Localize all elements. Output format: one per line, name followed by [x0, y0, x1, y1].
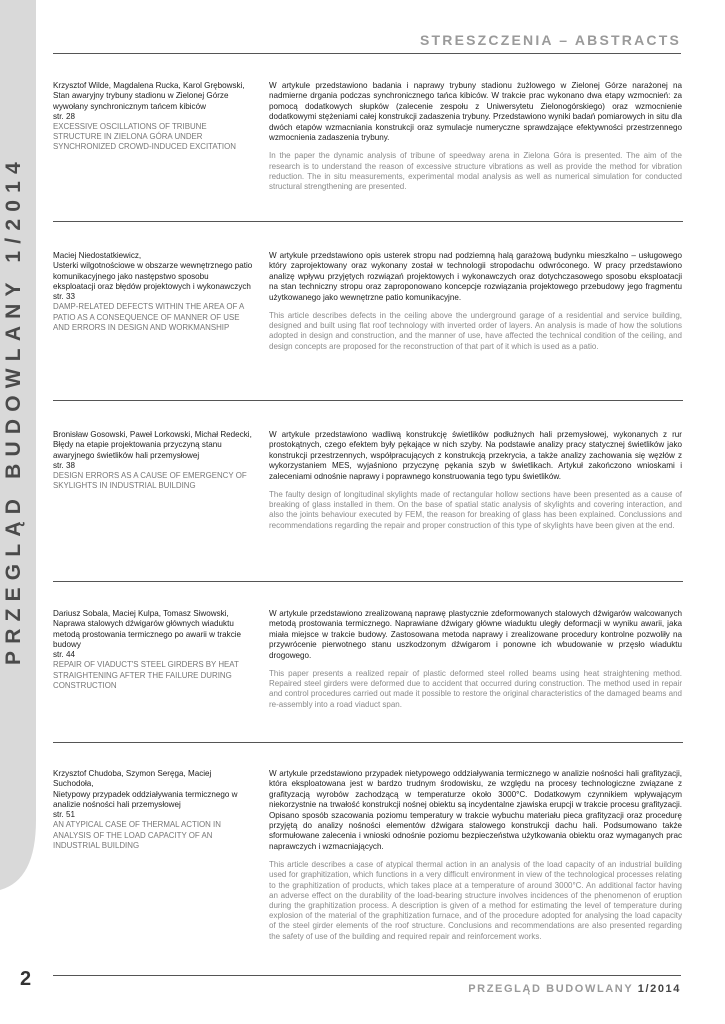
- article-title-pl: Usterki wilgotnościowe w obszarze wewnętrznego patio komunikacyjnego jako następstwo sposobu eksploatacji oraz błędów projektowych i wykonawczych: [53, 261, 253, 291]
- header-divider: [53, 53, 681, 54]
- article-title-pl: Nietypowy przypadek oddziaływania termicznego w analizie nośności hali przemysłowej: [53, 789, 238, 809]
- footer-issue: 1/2014: [637, 983, 681, 995]
- abstract-pl: W artykule przedstawiono przypadek nietypowego oddziaływania termicznego w analizie nośności hali grafityzacji, która eksploatowana jest w bardzo trudnym środowisku, ze względu na procesy technologiczne związane z grafityzacją wyrobów zachodzącą w temperaturze około 3000°C. Dodatkowym czynnikiem wpływającym niekorzystnie na trwałość konstrukcji nośnej obiektu są incydentalne zjawiska erupcji w trakcie procesu grafityzacji. Opisano sposób szacowania poziomu temperatury w trakcie wybuchu materiału pieca grafityzacji oraz procedurę przyjętą do analizy nośności elementów dźwigara stalowego konstrukcji dachu hali. Podsumowano także sformułowane zalecenia i wnioski odnośnie poziomu bezpieczeństwa użytkowania obiektu oraz wymaganych prac naprawczych i wzmacniających.: [269, 769, 682, 851]
- article-page: str. 33: [53, 292, 76, 302]
- page-header-title: STRESZCZENIA – ABSTRACTS: [420, 32, 681, 48]
- article-title-pl: Stan awaryjny trybuny stadionu w Zielonej Górze wywołany synchronicznym tańcem kibiców: [53, 91, 229, 111]
- abstract-en: This article describes a case of atypical thermal action in an analysis of the load capacity of an industrial building used for graphitization, which functions in a very difficult environment in view of the technological processes relating to the graphitization of products, which takes place at a temperature of around 3000°C. An additional factor having an adverse effect on the durability of the load-bearing structure involves incidences of the phenomenon of eruption during the graphitization process. A description is given of a method for estimating the level of temperature during explosion of the material of the graphitization furnace, and of the procedure adopted for analysing the load capacity of the steel girder elements of the roof structure. Conclusions and recommendations are also presented regarding the safety of use of the building and required repair and reinforcement works.: [269, 860, 682, 941]
- article-meta: [53, 430, 253, 491]
- section-divider: [53, 221, 683, 222]
- article-authors: Bronisław Gosowski, Paweł Lorkowski, Michał Redecki,: [53, 430, 252, 439]
- article-abstracts: [269, 769, 682, 942]
- section-divider: [53, 581, 683, 582]
- article-abstracts: [269, 430, 682, 531]
- article-authors: Dariusz Sobala, Maciej Kulpa, Tomasz Siwowski,: [53, 609, 229, 618]
- abstract-pl: W artykule przedstawiono badania i naprawy trybuny stadionu żużlowego w Zielonej Górze narażonej na nadmierne drgania podczas synchronicznego tańca kibiców. W trakcie prac wykonano dwa etapy wzmocnień: za pomocą dodatkowych słupków (zalecenie zespołu z Uniwersytetu Zielonogórskiego) oraz wzmocnienie dodatkowymi stężeniami całej konstrukcji zadaszenia trybuny. Przedstawiono wyniki badań pomiarowych in situ dla dwóch etapów wzmacniania konstrukcji oraz symulacje numeryczne sprawdzające efektywności przestrzennego wzmocnienia zadaszenia trybuny.: [269, 81, 682, 143]
- journal-vertical-title: PRZEGLĄD BUDOWLANY 1/2014: [2, 155, 25, 665]
- section-divider: [53, 400, 683, 401]
- footer-journal: PRZEGLĄD BUDOWLANY: [468, 983, 634, 995]
- article-authors: Maciej Niedostatkiewicz,: [53, 251, 142, 260]
- section-divider: [53, 742, 683, 743]
- page-footer: [468, 983, 681, 995]
- article-title-en: DAMP-RELATED DEFECTS WITHIN THE AREA OF A PATIO AS A CONSEQUENCE OF MANNER OF USE AND ERRORS IN DESIGN AND WORKMANSHIP: [53, 302, 244, 332]
- page-number: 2: [20, 968, 32, 990]
- article-page: str. 51: [53, 810, 76, 820]
- abstract-en: In the paper the dynamic analysis of tribune of speedway arena in Zielona Góra is presented. The aim of the research is to understand the reason of excessive structure vibrations as well as provide the method for vibration reduction. The in situ measurements, experimental modal analysis as well as numerical simulation for conducted structural strengthening are presented.: [269, 151, 682, 192]
- article-title-en: REPAIR OF VIADUCT'S STEEL GIRDERS BY HEAT STRAIGHTENING AFTER THE FAILURE DURING CONSTRUCTION: [53, 660, 239, 690]
- article-meta: [53, 769, 253, 851]
- article-title-en: DESIGN ERRORS AS A CAUSE OF EMERGENCY OF SKYLIGHTS IN INDUSTRIAL BUILDING: [53, 471, 247, 491]
- abstract-en: The faulty design of longitudinal skylights made of rectangular hollow sections have been presented as a cause of breaking of glass installed in them. On the base of spatial static analysis of skylights and covering interaction, and also the joints behaviour executed by FEM, the reason for breaking of glass has been explained. Conclussions and recommendations regarding the repair and proper construction of this type of skylights have been given at the end.: [269, 490, 682, 530]
- article-title-en: EXCESSIVE OSCILLATIONS OF TRIBUNE STRUCTURE IN ZIELONA GÓRA UNDER SYNCHRONIZED CROWD-INDUCED EXCITATION: [53, 122, 236, 152]
- article-title-pl: Naprawa stalowych dźwigarów głównych wiaduktu metodą prostowania termicznego po awarii w trakcie budowy: [53, 619, 242, 649]
- footer-divider: [53, 975, 681, 976]
- article-meta: [53, 609, 253, 691]
- article-abstracts: [269, 81, 682, 192]
- article-authors: Krzysztof Chudoba, Szymon Seręga, Maciej Suchodoła,: [53, 769, 212, 789]
- abstract-en: This article describes defects in the ceiling above the underground garage of a residential and service building, designed and built using flat roof technology with inverted order of layers. An analysis is made of how the solutions adopted in design and construction, and the manner of use, have affected the technical condition of the ceiling, and design concepts are proposed for the reconstruction of that part of it which is used as a patio.: [269, 311, 682, 351]
- article-authors: Krzysztof Wilde, Magdalena Rucka, Karol Grębowski,: [53, 81, 245, 90]
- article-title-en: AN ATYPICAL CASE OF THERMAL ACTION IN ANALYSIS OF THE LOAD CAPACITY OF AN INDUSTRIAL BUILDING: [53, 820, 221, 850]
- article-meta: [53, 81, 253, 152]
- article-page: str. 28: [53, 111, 76, 121]
- abstract-pl: W artykule przedstawiono opis usterek stropu nad podziemną halą garażową budynku mieszkalno – usługowego który zaprojektowany oraz wykonany został w technologii stropodachu odwróconego. W pracy przedstawiono analizę wpływu przyjętych rozwiązań projektowych i wykonawczych oraz dotychczasowego sposobu eksploatacji na stan techniczny stropu oraz zaproponowano koncepcje rozwiązania projektowego przebudowy jego fragmentu użytkowanego jako wewnętrzne patio komunikacyjne.: [269, 251, 682, 302]
- article-meta: [53, 251, 253, 333]
- abstract-pl: W artykule przedstawiono zrealizowaną naprawę plastycznie zdeformowanych stalowych dźwigarów walcowanych metodą prostowania termicznego. Naprawiane dźwigary główne wiaduktu uległy deformacji w wyniku awarii, jaka miała miejsce w trakcie budowy. Zastosowana metoda naprawy i zrealizowane procedury kontrolne pozwoliły na przywrócenie pierwotnego stanu uszkodzonym dźwigarom i ponowne ich wbudowanie w przęsło wiaduktu drogowego.: [269, 609, 682, 660]
- article-abstracts: [269, 609, 682, 710]
- article-abstracts: [269, 251, 682, 352]
- article-page: str. 44: [53, 650, 76, 660]
- abstract-pl: W artykule przedstawiono wadliwą konstrukcję świetlików podłużnych hali przemysłowej, wykonanych z rur prostokątnych, czego efektem były pękające w nich szyby. Na podstawie analizy pracy statycznej świetlików jako konstrukcji przestrzennych, współpracujących z konstrukcją przekrycia, a także analizy zachowania się węzłów z wykorzystaniem MES, wyjaśniono przyczynę pękania szyb w świetlikach. Artykuł zakończono wnioskami i zaleceniami odnośnie naprawy i poprawnego konstruowania tego typu świetlików.: [269, 430, 682, 481]
- article-title-pl: Błędy na etapie projektowania przyczyną stanu awaryjnego świetlików hali przemysłowej: [53, 440, 222, 460]
- article-page: str. 38: [53, 460, 76, 470]
- abstract-en: This paper presents a realized repair of plastic deformed steel rolled beams using heat straightening method. Repaired steel girders were deformed due to accident that occurred during construction. The method used in repair and control procedures carried out made it possible to restore the original characteristics of the damaged beams and re-assembly into a road viaduct span.: [269, 669, 682, 709]
